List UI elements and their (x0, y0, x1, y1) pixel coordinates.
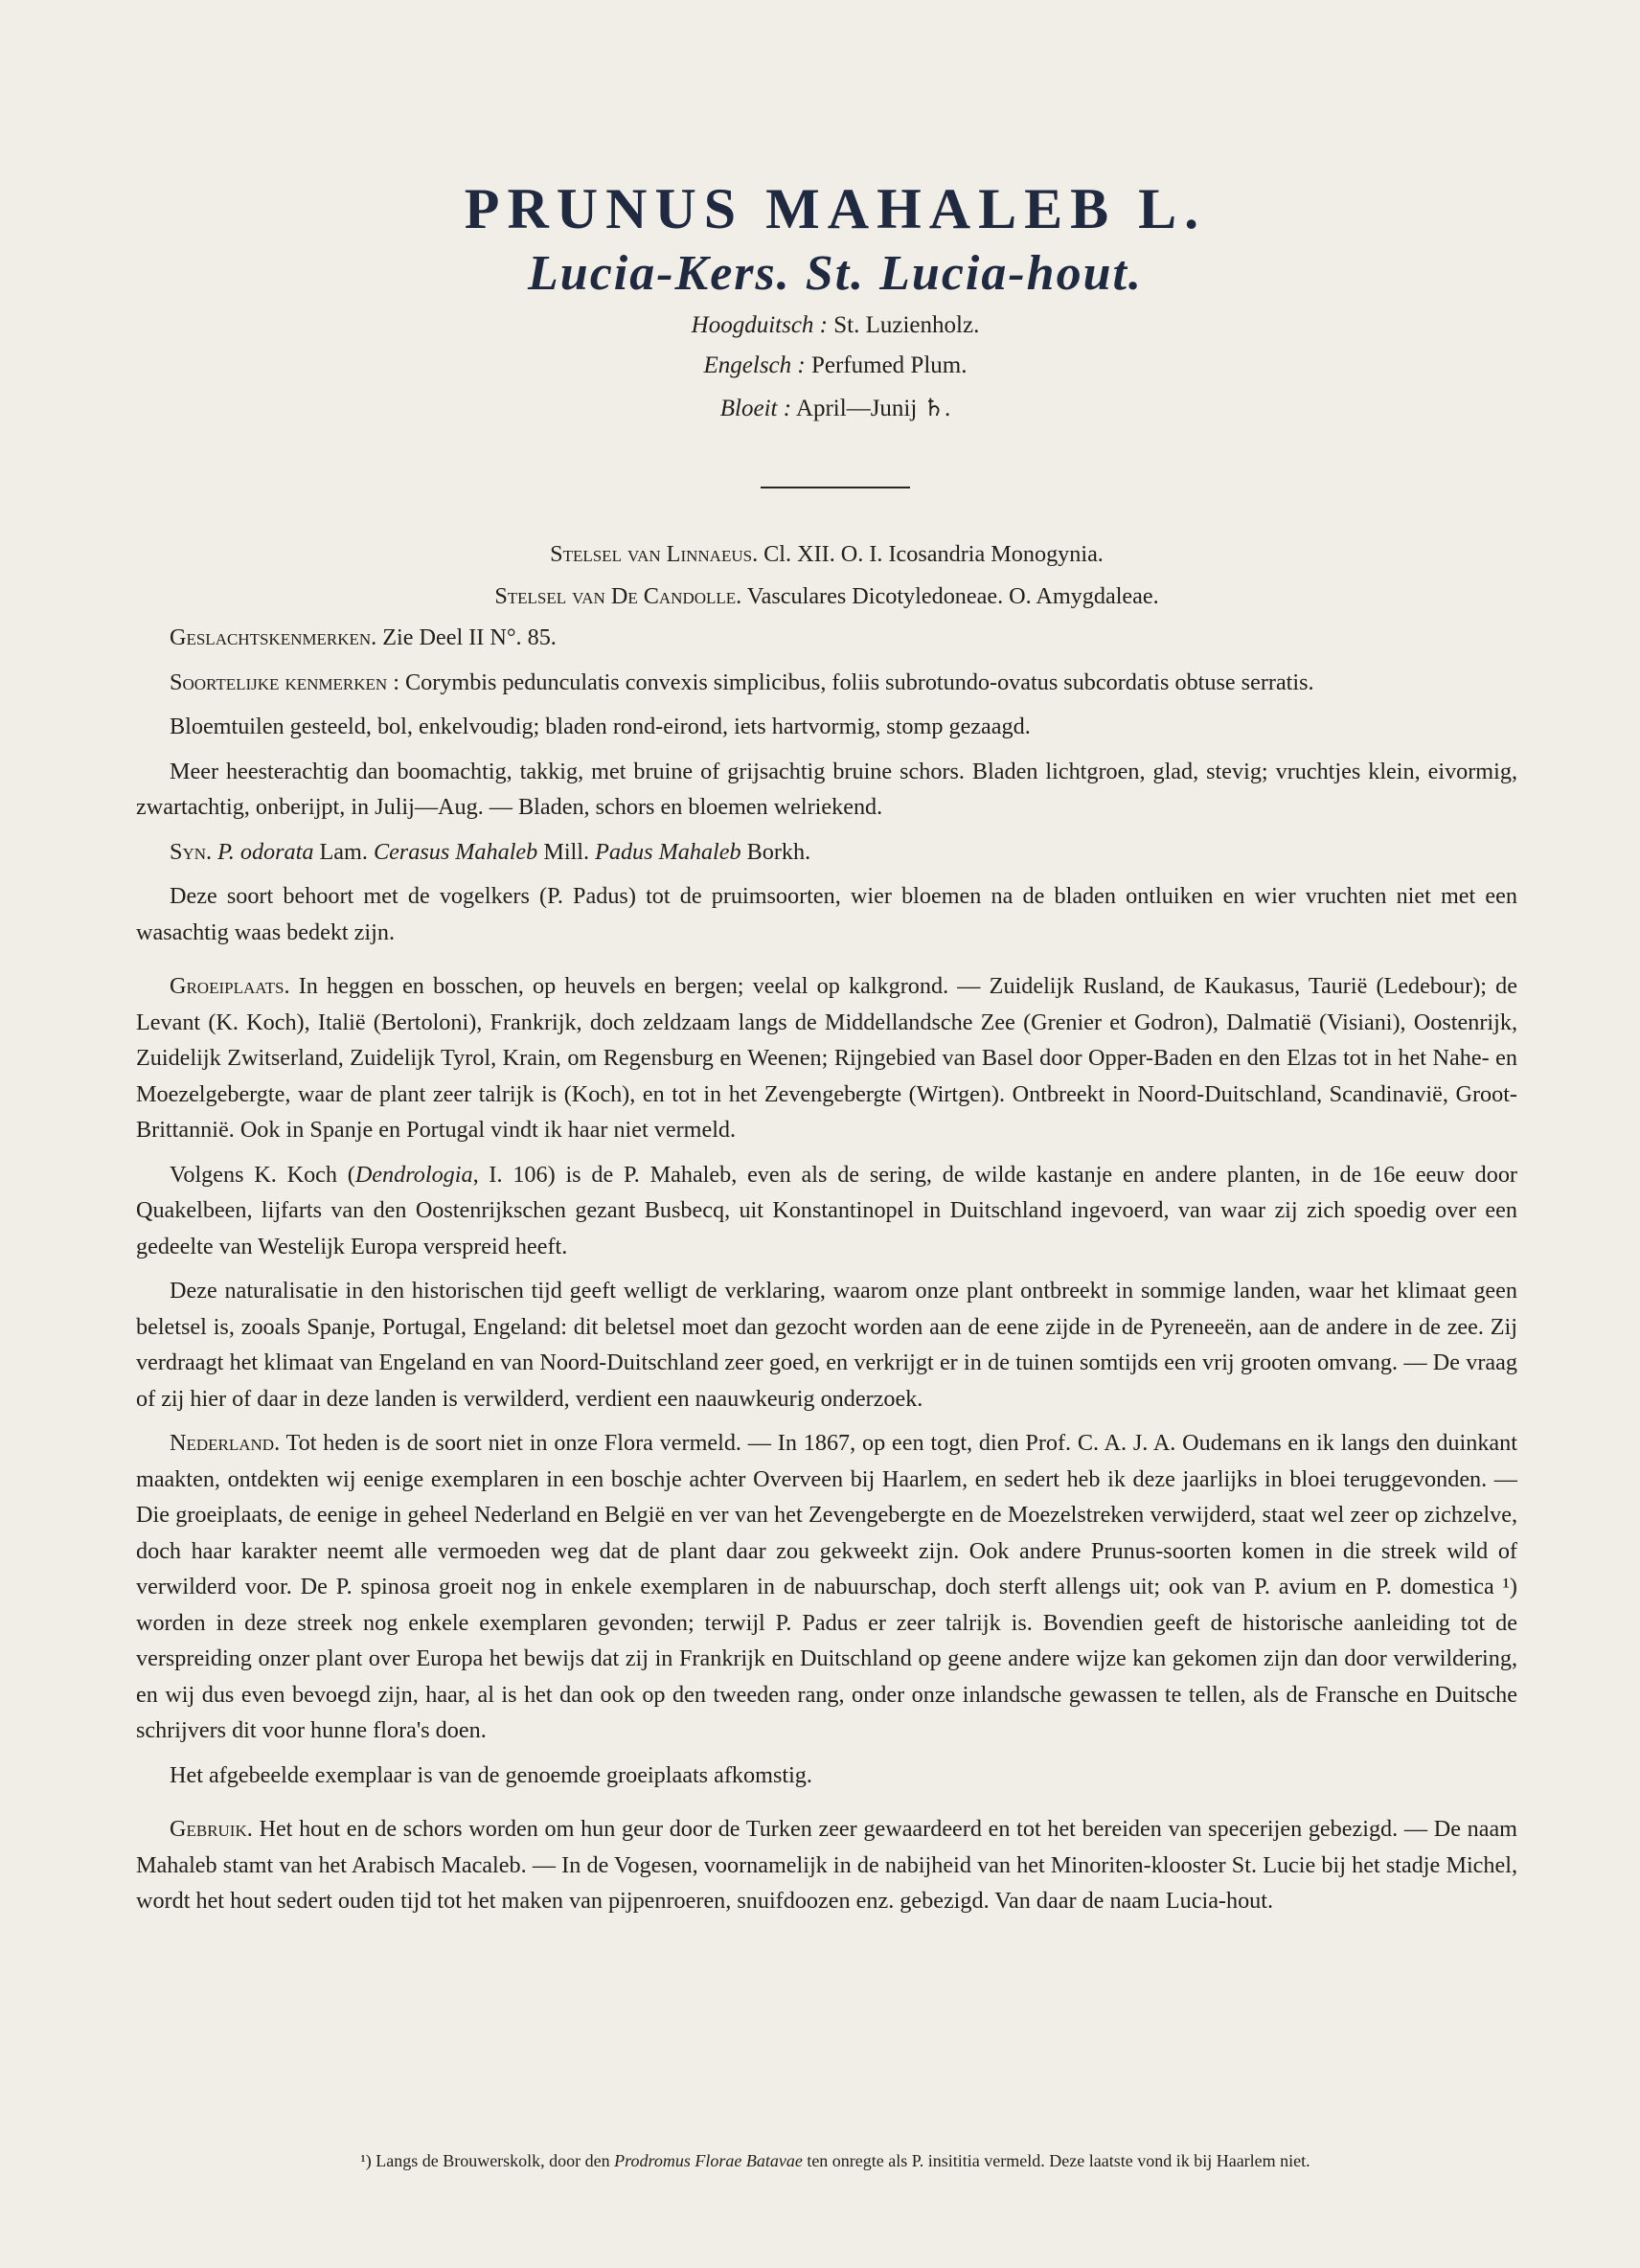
footnote-text-start: ¹) Langs de Brouwerskolk, door den (360, 2151, 610, 2170)
usage-text: Het hout en de schors worden om hun geur door de Turken zeer gewaardeerd en tot het bereiden van specerijen gebezigd. — De naam Mahaleb stamt van het Arabisch Macaleb. — In de Vogesen, voornamelijk in de nabijheid van het Minoriten-klooster St. Lucie bij het stadje Michel, wordt het hout sedert ouden tijd tot het maken van pijpenroeren, snuifdoozen enz. gebezigd. Van daar de naam Lucia-hout. (136, 1816, 1517, 1914)
english-name-line (0, 352, 1640, 379)
bloom-label: Bloeit : (719, 396, 792, 421)
syn-author-3: Borkh. (746, 838, 811, 865)
paragraph-specimen: Het afgebeelde exemplaar is van de genoemde groeiplaats afkomstig. (170, 1761, 812, 1788)
syn-author-1: Lam. (319, 838, 368, 865)
netherlands-section (136, 1425, 1517, 1749)
paragraph-relation: Deze soort behoort met de vogelkers (P. Padus) tot de pruimsoorten, wier bloemen na de bladen ontluiken en wier vruchten niet met een wasachtig waas bedekt zijn. (136, 883, 1517, 945)
paragraph-naturalisation: Deze naturalisatie in den historischen tijd geeft welligt de verklaring, waarom onze plant ontbreekt in sommige landen, waar het klimaat geen beletsel is, zooals Spanje, Portugal, Engeland: dit beletsel moet dan gezocht worden aan de eene zijde in de Pyreneeën, aan de andere in de zee. Zij verdraagt het klimaat van Engeland en van Noord-Duitschland zeer goed, en verkrijgt er in de tuinen somtijds een vrij grooten omvang. — De vraag of zij hier of daar in deze landen is verwilderd, verdient een naauwkeurig onderzoek. (136, 1278, 1517, 1412)
paragraph-description: Meer heesterachtig dan boomachtig, takkig, met bruine of grijsachtig bruine schors. Bladen lichtgroen, glad, stevig; vruchtjes klein, eivormig, zwartachtig, onberijpt, in Julij—Aug. — Bladen, schors en bloemen welriekend. (136, 758, 1517, 820)
koch-text-end: , I. 106) is de P. Mahaleb, even als de sering, de wilde kastanje en andere planten, in de 16e eeuw door Quakelbeen, lijfarts van den Oostenrijkschen gezant Busbecq, uit Konstantinopel in Duitschland ingevoerd, van waar zij zich spoedig over een gedeelte van Westelijk Europa verspreid heeft. (136, 1161, 1517, 1259)
usage-label: Gebruik. (170, 1816, 253, 1842)
habitat-section (136, 968, 1517, 1148)
koch-reference: Dendrologia (354, 1161, 473, 1188)
divider-rule (761, 487, 910, 488)
german-name-label: Hoogduitsch : (691, 312, 829, 338)
usage-section (136, 1811, 1517, 1919)
english-name-label: Engelsch : (703, 352, 806, 378)
page-title: PRUNUS MAHALEB L. (464, 177, 1207, 240)
genus-characters (136, 620, 1517, 656)
footnote-text-end: ten onregte als P. insititia vermeld. Deze laatste vond ik bij Haarlem niet. (807, 2151, 1310, 2170)
syn-author-2: Mill. (543, 838, 590, 865)
species-label: Soortelijke kenmerken : (170, 669, 399, 695)
german-name-line (0, 312, 1640, 339)
syn-label: Syn. (170, 838, 213, 865)
linnaeus-label: Stelsel van Linnaeus. (550, 541, 759, 567)
article-body (136, 536, 1517, 1928)
decandolle-label: Stelsel van De Candolle. (494, 582, 742, 609)
page-subtitle: Lucia-Kers. St. Lucia-hout. (528, 246, 1143, 301)
linnaeus-text: Cl. XII. O. I. Icosandria Monogynia. (763, 541, 1104, 567)
bloom-value: April—Junij ♄. (795, 396, 951, 421)
german-name-value: St. Luzienholz. (833, 312, 980, 338)
synonyms (136, 834, 1517, 871)
netherlands-text: Tot heden is de soort niet in onze Flora vermeld. — In 1867, op een togt, dien Prof. C. A. J. A. Oudemans en ik langs den duinkant maakten, ontdekten wij eenige exemplaren in een boschje achter Overveen bij Haarlem, en sedert heb ik deze jaarlijks in bloei teruggevonden. — Die groeiplaats, de eenige in geheel Nederland en België en ver van het Zevengebergte en de Moezelstreken verwijderd, staat wel zeer op zichzelve, doch haar karakter neemt alle vermoeden weg dat de plant daar zou gekweekt zijn. Ook andere Prunus-soorten komen in die streek wild of verwilderd voor. De P. spinosa groeit nog in enkele exemplaren in de nabuurschap, doch sterft allengs uit; ook van P. avium en P. domestica ¹) worden in deze streek nog enkele exemplaren gevonden; terwijl P. Padus er zeer talrijk is. Bovendien geeft de historische aanleiding tot de verspreiding onzer plant over Europa het bewijs dat zij in Frankrijk en Duitschland op geene andere wijze kan gekomen zijn dan door verwildering, en wij dus even bevoegd zijn, haar, al is het dan ook op den tweeden rang, onder onze inlandsche gewassen te tellen, als de Fransche en Duitsche schrijvers dit voor hunne flora's doen. (136, 1430, 1517, 1743)
syn-name-3: Padus Mahaleb (595, 838, 741, 865)
bloom-line (0, 394, 1640, 422)
linnaeus-system (136, 536, 1517, 573)
koch-text-start: Volgens K. Koch ( (170, 1161, 355, 1188)
species-characters (136, 665, 1517, 701)
habitat-text: In heggen en bosschen, op heuvels en bergen; veelal op kalkgrond. — Zuidelijk Rusland, de Kaukasus, Taurië (Ledebour); de Levant (K. Koch), Italië (Bertoloni), Frankrijk, doch zeldzaam langs de Middellandsche Zee (Grenier et Godron), Dalmatië (Visiani), Oostenrijk, Zuidelijk Zwitserland, Zuidelijk Tyrol, Krain, om Regensburg en Weenen; Rijngebied van Basel door Opper-Baden en den Elzas tot in het Nahe- en Moezelgebergte, waar de plant zeer talrijk is (Koch), en tot in het Zevengebergte (Wirtgen). Ontbreekt in Noord-Duitschland, Scandinavië, Groot-Brittannië. Ook in Spanje en Portugal vindt ik haar niet vermeld. (136, 973, 1518, 1143)
english-name-value: Perfumed Plum. (810, 352, 968, 378)
syn-name-1: P. odorata (217, 838, 314, 865)
decandolle-system (136, 578, 1517, 615)
syn-name-2: Cerasus Mahaleb (373, 838, 538, 865)
netherlands-label: Nederland. (170, 1430, 281, 1456)
paragraph-bloemtuilen: Bloemtuilen gesteeld, bol, enkelvoudig; bladen rond-eirond, iets hartvormig, stomp gezaagd. (170, 714, 1031, 739)
paragraph-koch (136, 1157, 1517, 1265)
genus-text: Zie Deel II N°. 85. (382, 624, 557, 650)
habitat-label: Groeiplaats. (170, 973, 290, 999)
species-text: Corymbis pedunculatis convexis simplicibus, foliis subrotundo-ovatus subcordatis obtuse serratis. (405, 669, 1314, 695)
genus-label: Geslachtskenmerken. (170, 624, 377, 650)
decandolle-text: Vasculares Dicotyledoneae. O. Amygdaleae. (746, 582, 1159, 609)
footnote-reference: Prodromus Florae Batavae (614, 2151, 803, 2170)
footnote (0, 2151, 1640, 2171)
